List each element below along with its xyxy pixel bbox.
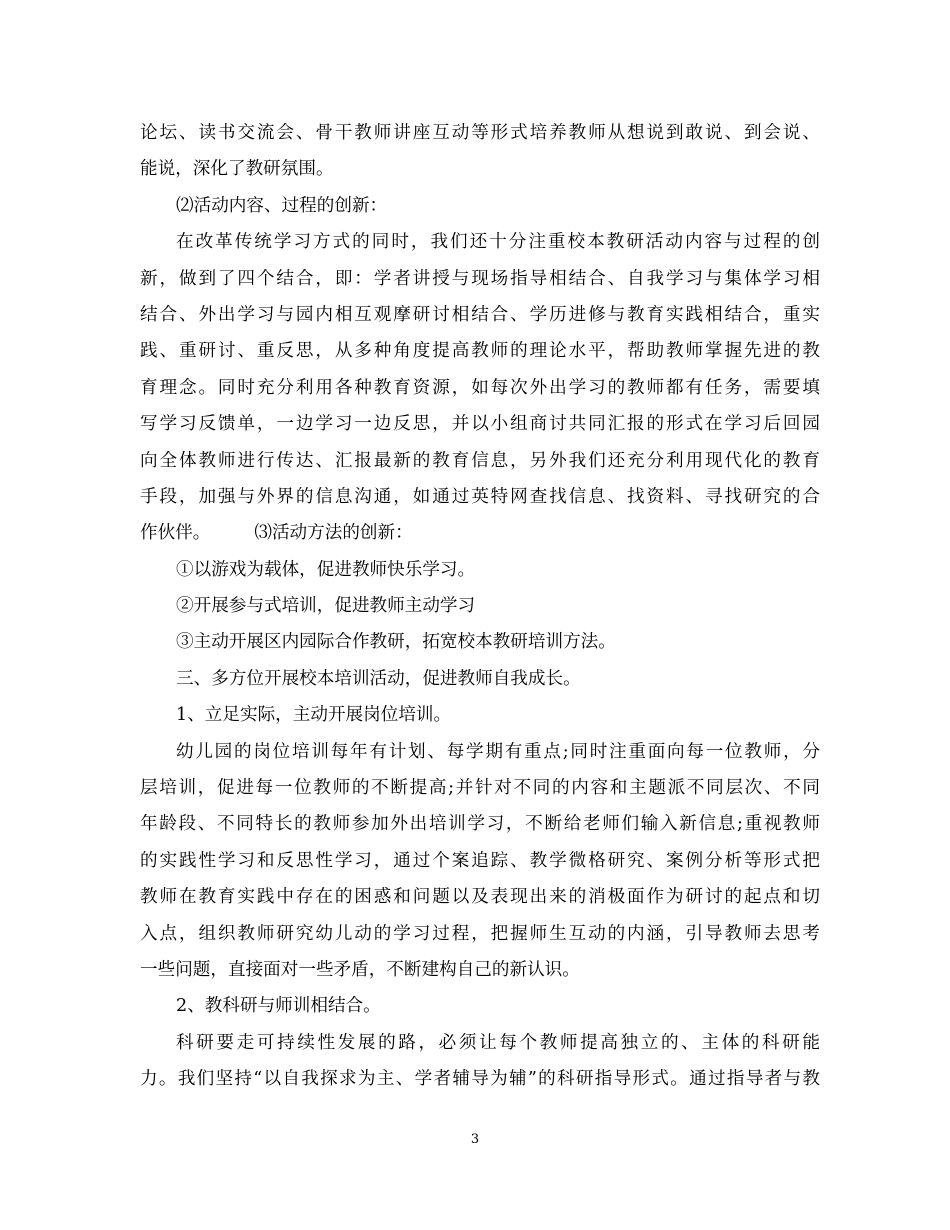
document-body xyxy=(140,115,820,1098)
text-line: 作伙伴。 ⑶活动方法的创新： xyxy=(140,523,413,544)
text-line: 新，做到了四个结合，即：学者讲授与现场指导相结合、自我学习与集体学习相 xyxy=(140,268,820,289)
text-line: 育理念。同时充分利用各种教育资源，如每次外出学习的教师都有任务，需要填 xyxy=(140,377,820,398)
text-line: 能说，深化了教研氛围。 xyxy=(140,159,334,180)
text-line: 力。我们坚持“以自我探求为主、学者辅导为辅”的科研指导形式。通过指导者与教 xyxy=(140,1069,820,1090)
text-line: ⑵活动内容、过程的创新： xyxy=(176,195,388,216)
text-line: 幼儿园的岗位培训每年有计划、每学期有重点;同时注重面向每一位教师，分 xyxy=(176,741,820,762)
text-line: 论坛、读书交流会、骨干教师讲座互动等形式培养教师从想说到敢说、到会说、 xyxy=(140,123,820,143)
text-line: ①以游戏为载体，促进教师快乐学习。 xyxy=(176,559,476,580)
page-number: 3 xyxy=(470,1132,480,1147)
text-line: ③主动开展区内园际合作教研，拓宽校本教研培训方法。 xyxy=(176,632,616,653)
text-line: 手段，加强与外界的信息沟通，如通过英特网查找信息、找资料、寻找研究的合 xyxy=(140,486,820,507)
text-line: 三、多方位开展校本培训活动，促进教师自我成长。 xyxy=(176,668,581,689)
text-line: 一些问题，直接面对一些矛盾，不断建构自己的新认识。 xyxy=(140,959,580,980)
text-line: 践、重研讨、重反思，从多种角度提高教师的理论水平，帮助教师掌握先进的教 xyxy=(140,341,820,362)
text-line: 教师在教育实践中存在的困惑和问题以及表现出来的消极面作为研讨的起点和切 xyxy=(140,887,820,908)
text-line: 向全体教师进行传达、汇报最新的教育信息，另外我们还充分利用现代化的教育 xyxy=(140,450,820,471)
text-line: 写学习反馈单，一边学习一边反思，并以小组商讨共同汇报的形式在学习后回园 xyxy=(140,414,820,435)
text-line: 1、立足实际，主动开展岗位培训。 xyxy=(176,705,452,726)
text-line: 年龄段、不同特长的教师参加外出培训学习，不断给老师们输入新信息;重视教师 xyxy=(140,814,820,835)
text-line: 层培训，促进每一位教师的不断提高;并针对不同的内容和主题派不同层次、不同 xyxy=(140,778,820,799)
text-line: 科研要走可持续性发展的路，必须让每个教师提高独立的、主体的科研能 xyxy=(176,1032,820,1053)
text-line: 入点，组织教师研究幼儿动的学习过程，把握师生互动的内涵，引导教师去思考 xyxy=(140,923,820,944)
text-line: 结合、外出学习与园内相互观摩研讨相结合、学历进修与教育实践相结合，重实 xyxy=(140,304,820,325)
text-line: ②开展参与式培训，促进教师主动学习 xyxy=(176,596,476,617)
text-line: 的实践性学习和反思性学习，通过个案追踪、教学微格研究、案例分析等形式把 xyxy=(140,850,820,871)
text-line: 2、教科研与师训相结合。 xyxy=(176,996,381,1017)
text-line: 在改革传统学习方式的同时，我们还十分注重校本教研活动内容与过程的创 xyxy=(176,232,820,253)
